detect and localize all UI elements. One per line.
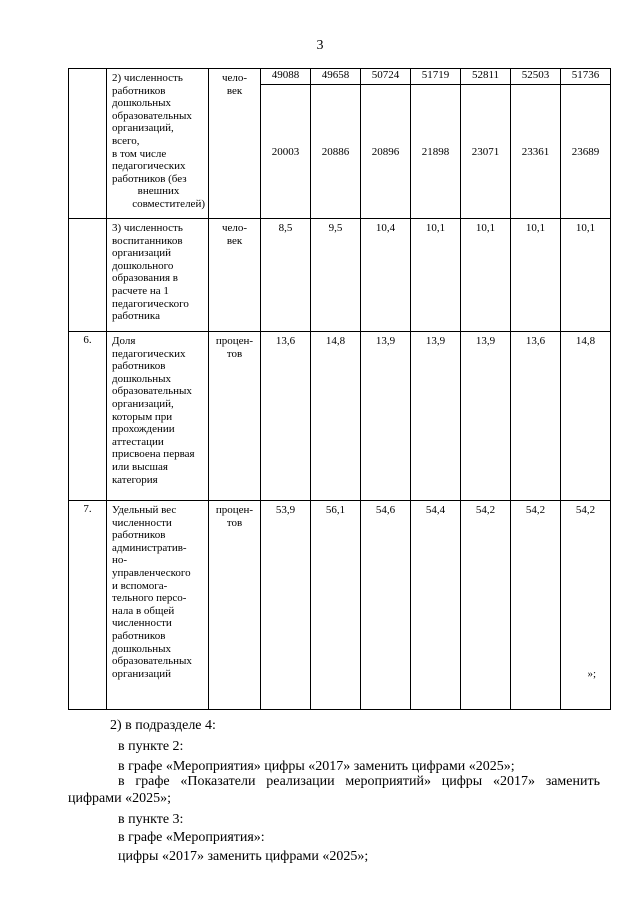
value-text: 54,2 [575, 504, 596, 516]
unit-cell: чело- век [209, 69, 261, 219]
value-cell: 53,9 [261, 501, 311, 710]
table-row [69, 332, 611, 501]
paragraph: в графе «Показатели реализации мероприятий» цифры «2017» заменить [118, 774, 600, 789]
value-cell: 51736 [561, 69, 611, 85]
indicators-table [68, 68, 611, 710]
paragraph: цифрами «2025»; [68, 791, 172, 806]
table-row [69, 219, 611, 332]
row-number [69, 219, 107, 332]
value-cell: 8,5 [261, 219, 311, 332]
row-number: 6. [69, 332, 107, 501]
value-cell: 54,6 [361, 501, 411, 710]
paragraph: 2) в подразделе 4: [110, 718, 216, 733]
indicator-name: 2) численность работников дошкольных образовательных организаций, всего, в том числе педагогических работников (без внешних совместителей) [107, 69, 209, 219]
value-cell: 14,8 [311, 332, 361, 501]
value-cell: 23361 [511, 85, 561, 219]
value-cell: 21898 [411, 85, 461, 219]
page-number: 3 [316, 38, 324, 53]
value-cell: 13,9 [411, 332, 461, 501]
value-cell: 20896 [361, 85, 411, 219]
closing-quote: »; [587, 668, 596, 680]
row-number: 7. [69, 501, 107, 710]
paragraph: в пункте 2: [118, 739, 184, 754]
value-cell [561, 501, 611, 710]
paragraph: в пункте 3: [118, 812, 184, 827]
value-cell: 23071 [461, 85, 511, 219]
value-cell: 9,5 [311, 219, 361, 332]
value-cell: 52811 [461, 69, 511, 85]
value-cell: 20886 [311, 85, 361, 219]
value-cell: 13,9 [461, 332, 511, 501]
indicator-name: Удельный вес численности работников административ- но- управленческого и вспомога- тельного персо- нала в общей численности работников дошкольных образовательных организаций [107, 501, 209, 710]
value-cell: 49658 [311, 69, 361, 85]
value-cell: 49088 [261, 69, 311, 85]
value-cell: 50724 [361, 69, 411, 85]
paragraph: в графе «Мероприятия»: [118, 830, 265, 845]
paragraph: в графе «Мероприятия» цифры «2017» заменить цифрами «2025»; [118, 759, 515, 774]
unit-cell: процен- тов [209, 501, 261, 710]
value-cell: 54,2 [511, 501, 561, 710]
value-cell: 13,9 [361, 332, 411, 501]
table-row [69, 501, 611, 710]
value-cell: 54,4 [411, 501, 461, 710]
paragraph: цифры «2017» заменить цифрами «2025»; [118, 849, 369, 864]
value-cell: 54,2 [461, 501, 511, 710]
value-cell: 23689 [561, 85, 611, 219]
value-cell: 52503 [511, 69, 561, 85]
value-cell: 13,6 [261, 332, 311, 501]
row-number [69, 69, 107, 219]
value-cell: 10,1 [411, 219, 461, 332]
indicator-name: Доля педагогических работников дошкольных образовательных организаций, которым при прохождении аттестации присвоена первая или высшая категория [107, 332, 209, 501]
value-cell: 14,8 [561, 332, 611, 501]
table-row [69, 69, 611, 85]
value-cell: 13,6 [511, 332, 561, 501]
value-cell: 51719 [411, 69, 461, 85]
value-cell: 56,1 [311, 501, 361, 710]
value-cell: 10,4 [361, 219, 411, 332]
value-cell: 10,1 [561, 219, 611, 332]
unit-cell: чело- век [209, 219, 261, 332]
value-cell: 20003 [261, 85, 311, 219]
indicator-name: 3) численность воспитанников организаций дошкольного образования в расчете на 1 педагогического работника [107, 219, 209, 332]
value-cell: 10,1 [511, 219, 561, 332]
unit-cell: процен- тов [209, 332, 261, 501]
value-cell: 10,1 [461, 219, 511, 332]
